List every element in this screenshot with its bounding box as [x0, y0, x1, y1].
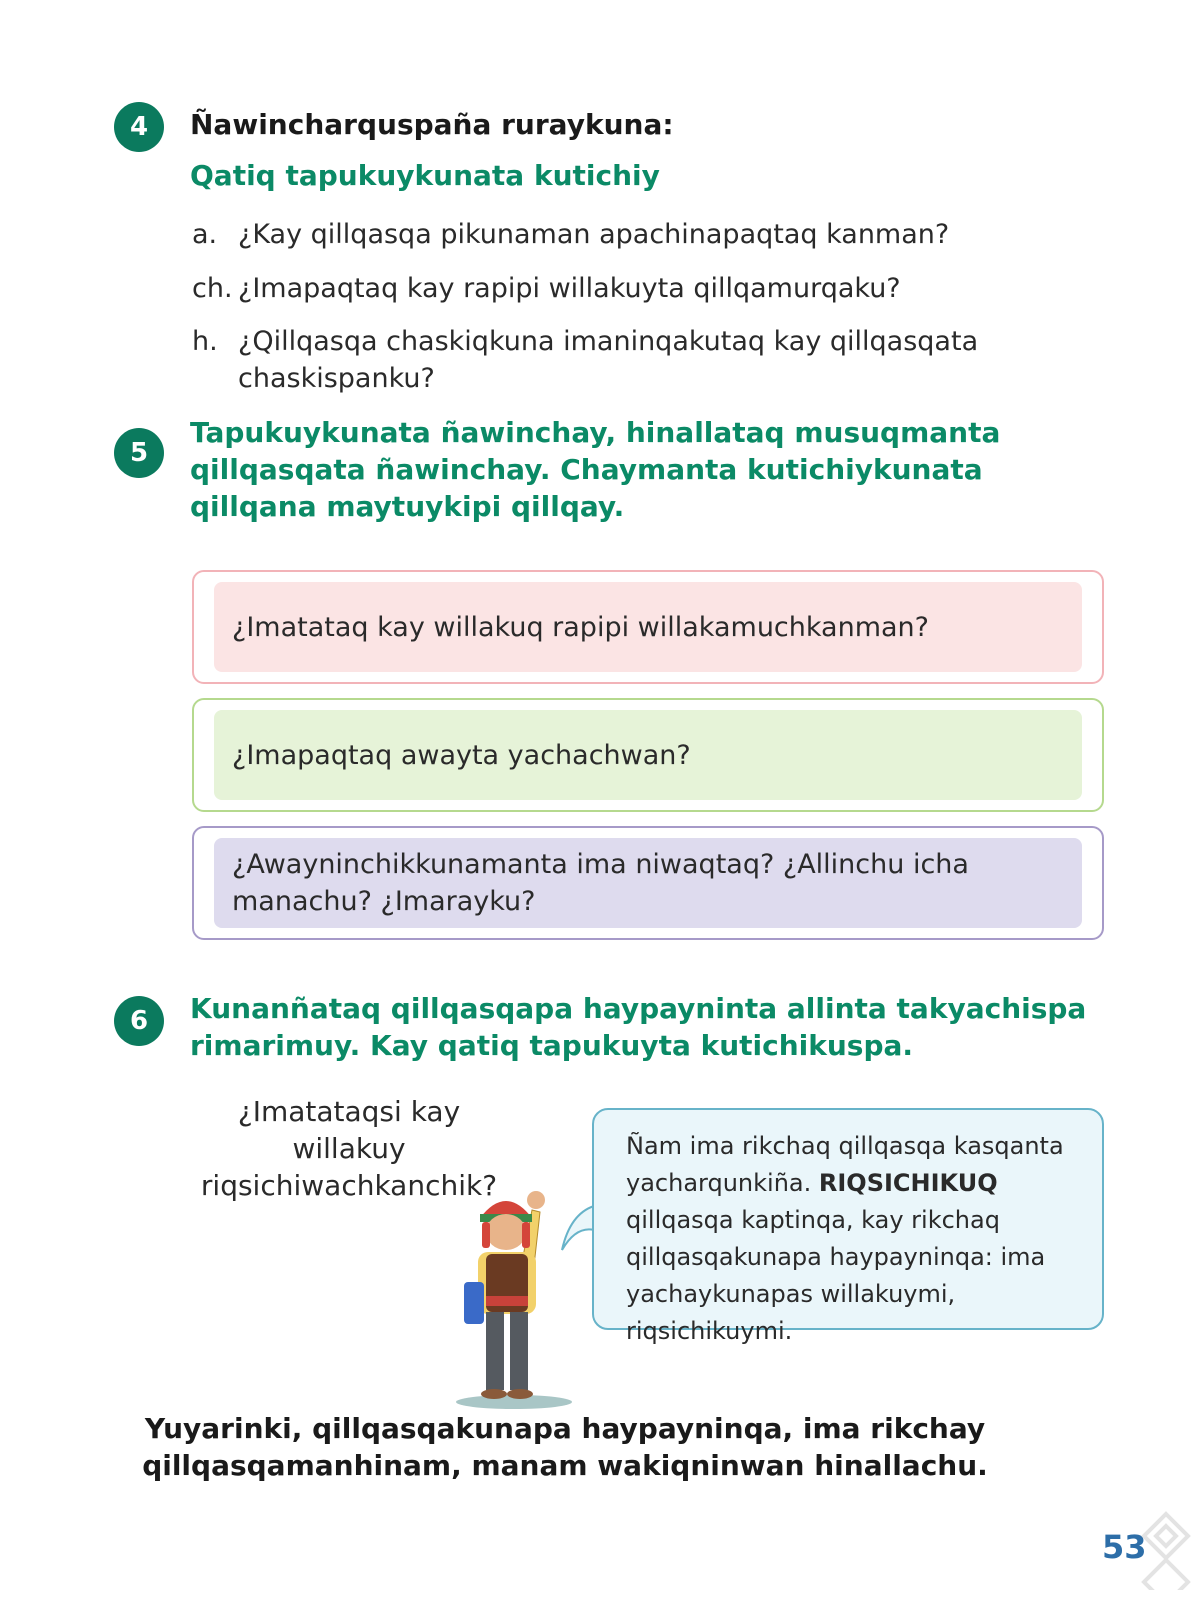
question-box-text: ¿Imapaqtaq awayta yachachwan? — [214, 710, 1082, 800]
question-text: ¿Qillqasqa chaskiqkuna imaninqakutaq kay qillqasqata chaskispanku? — [238, 326, 979, 394]
question-item-h — [192, 323, 1018, 397]
question-label: ch. — [192, 273, 233, 304]
section-5-title: Tapukuykunata ñawinchay, hinallataq musuqmanta qillqasqata ñawinchay. Chaymanta kutichiykunata qillqana maytuykipi qillqay. — [190, 416, 1001, 523]
question-item-a — [192, 216, 1018, 253]
section-4-title: Ñawincharquspaña ruraykuna: — [190, 108, 674, 141]
corner-pattern-icon — [1140, 1510, 1193, 1590]
reminder-text: Yuyarinki, qillqasqakunapa haypayninqa, ima rikchay qillqasqamanhinam, manam wakiqninwan hinallachu. — [142, 1412, 988, 1482]
section-6-title: Kunanñataq qillqasqapa haypayninta allinta takyachispa rimarimuy. Kay qatiq tapukuyta kutichikuspa. — [190, 992, 1087, 1062]
bubble-text-start: Ñam ima rikchaq qillqasqa kasqanta yacharqunkiña. — [626, 1132, 1064, 1197]
question-label: h. — [192, 326, 218, 357]
section-4-number: 4 — [114, 102, 164, 152]
page-number: 53 — [1102, 1528, 1147, 1566]
question-box-text: ¿Awayninchikkunamanta ima niwaqtaq? ¿Allinchu icha manachu? ¿Imarayku? — [214, 838, 1082, 928]
thought-text: ¿Imatataqsi kay willakuy riqsichiwachkanchik? — [200, 1095, 498, 1202]
section-5-number: 5 — [114, 428, 164, 478]
section-4-subtitle: Qatiq tapukuykunata kutichiy — [190, 159, 660, 192]
speech-bubble — [592, 1108, 1104, 1345]
question-box-1 — [192, 570, 1104, 684]
bubble-text-bold: RIQSICHIKUQ — [818, 1169, 998, 1197]
section-6-number: 6 — [114, 996, 164, 1046]
question-item-ch — [192, 270, 1018, 307]
question-box-3 — [192, 826, 1104, 940]
question-text: ¿Kay qillqasqa pikunaman apachinapaqtaq kanman? — [238, 219, 950, 250]
question-box-text: ¿Imatataq kay willakuq rapipi willakamuchkanman? — [214, 582, 1082, 672]
bubble-text-end: qillqasqa kaptinqa, kay rikchaq qillqasqakunapa haypayninqa: ima yachaykunapas willakuymi, riqsichikuymi. — [626, 1206, 1046, 1345]
question-box-2 — [192, 698, 1104, 812]
question-text: ¿Imapaqtaq kay rapipi willakuyta qillqamurqaku? — [238, 273, 901, 304]
question-label: a. — [192, 219, 218, 250]
